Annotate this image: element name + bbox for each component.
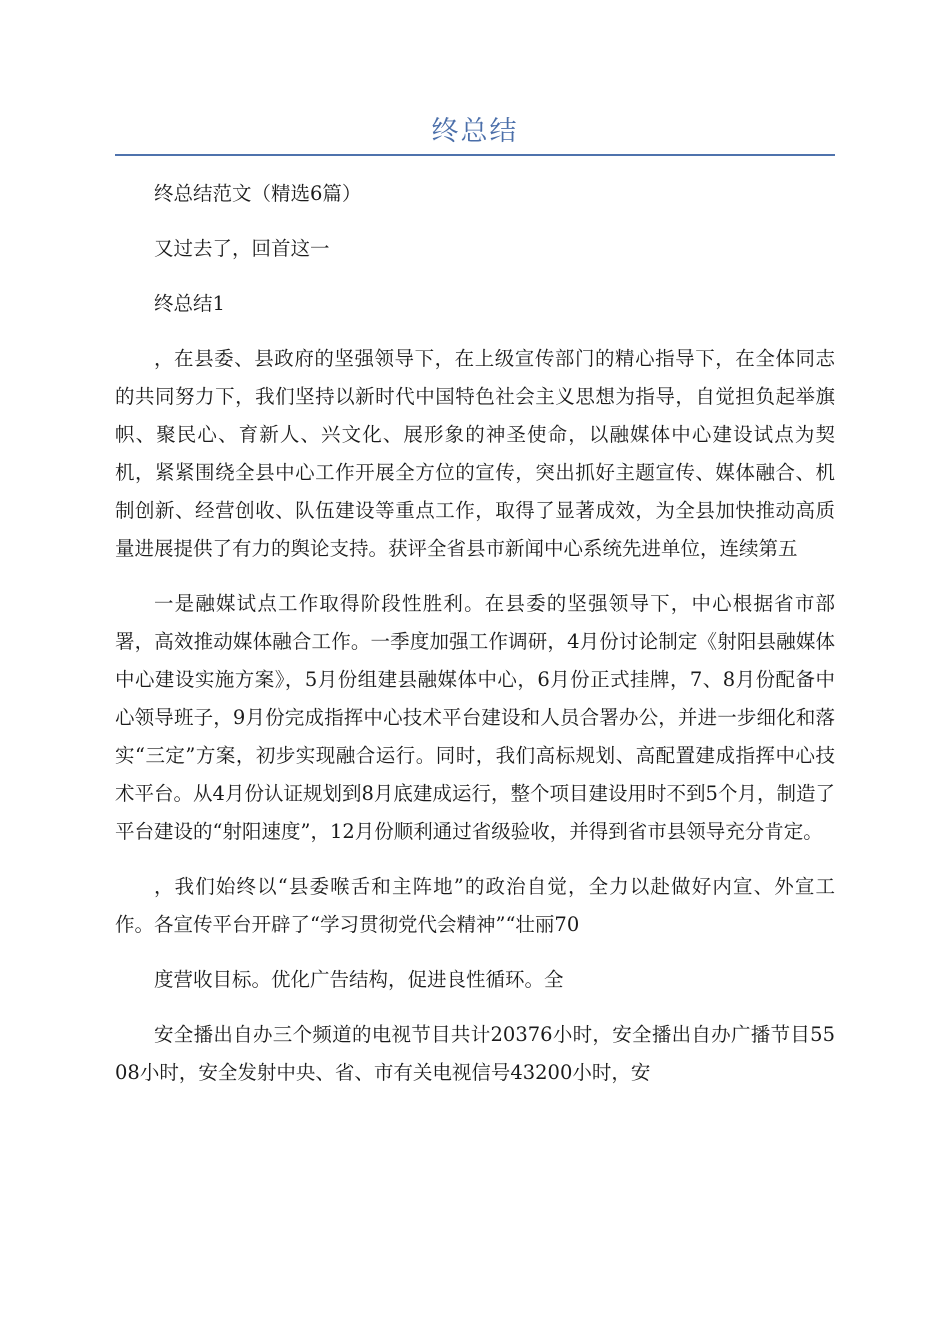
paragraph-subtitle: 终总结范文（精选6篇） bbox=[154, 182, 362, 205]
document-body bbox=[115, 175, 835, 1109]
document-title: 终总结 bbox=[431, 116, 519, 147]
paragraph-section-heading: 终总结1 bbox=[154, 292, 225, 315]
paragraph-body: ，我们始终以“县委喉舌和主阵地”的政治自觉，全力以赴做好内宣、外宣工作。各宣传平台开辟了“学习贯彻党代会精神”“壮丽70 bbox=[115, 875, 835, 936]
paragraph-body: 安全播出自办三个频道的电视节目共计20376小时，安全播出自办广播节目5508小时，安全发射中央、省、市有关电视信号43200小时，安 bbox=[115, 1023, 835, 1084]
title-underline bbox=[115, 154, 835, 156]
paragraph-body: 度营收目标。优化广告结构，促进良性循环。全 bbox=[154, 968, 564, 991]
paragraph-body: 一是融媒试点工作取得阶段性胜利。在县委的坚强领导下，中心根据省市部署，高效推动媒体融合工作。一季度加强工作调研，4月份讨论制定《射阳县融媒体中心建设实施方案》，5月份组建县融媒体中心，6月份正式挂牌，7、8月份配备中心领导班子，9月份完成指挥中心技术平台建设和人员合署办公，并进一步细化和落实“三定”方案，初步实现融合运行。同时，我们高标规划、高配置建成指挥中心技术平台。从4月份认证规划到8月底建成运行，整个项目建设用时不到5个月，制造了平台建设的“射阳速度”，12月份顺利通过省级验收，并得到省市县领导充分肯定。 bbox=[115, 592, 835, 843]
paragraph-intro: 又过去了，回首这一 bbox=[154, 237, 330, 260]
paragraph-body: ，在县委、县政府的坚强领导下，在上级宣传部门的精心指导下，在全体同志的共同努力下，我们坚持以新时代中国特色社会主义思想为指导，自觉担负起举旗帜、聚民心、育新人、兴文化、展形象的神圣使命，以融媒体中心建设试点为契机，紧紧围绕全县中心工作开展全方位的宣传，突出抓好主题宣传、媒体融合、机制创新、经营创收、队伍建设等重点工作，取得了显著成效，为全县加快推动高质量进展提供了有力的舆论支持。获评全省县市新闻中心系统先进单位，连续第五 bbox=[115, 347, 835, 560]
